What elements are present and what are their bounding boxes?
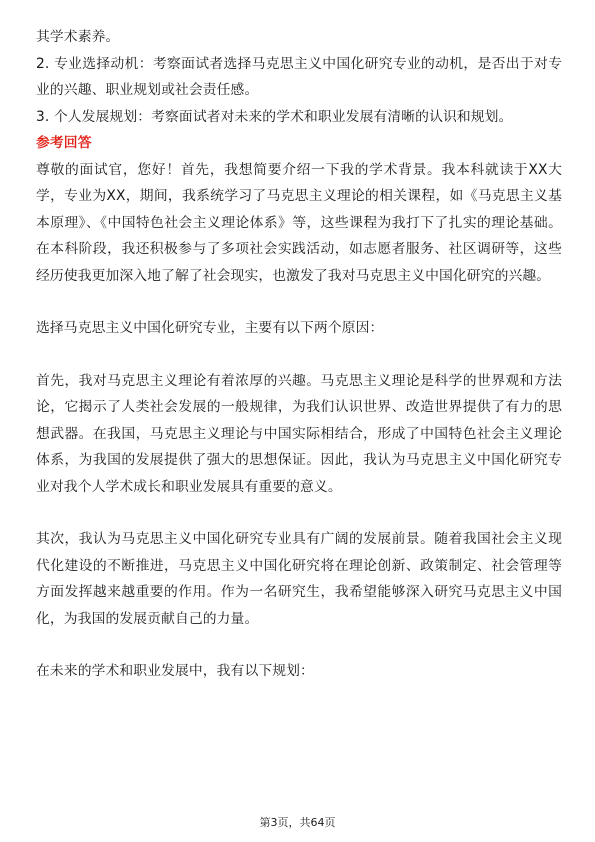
answer-paragraph-interest: 首先，我对马克思主义理论有着浓厚的兴趣。马克思主义理论是科学的世界观和方法论，它揭示了人类社会发展的一般规律，为我们认识世界、改造世界提供了有力的思想武器。在我国，马克思主义理论与中国实际相结合，形成了中国特色社会主义理论体系，为我国的发展提供了强大的思想保证。因此，我认为马克思主义中国化研究专业对我个人学术成长和职业发展具有重要的意义。 [36, 372, 562, 495]
list-item-motivation: 2. 专业选择动机：考察面试者选择马克思主义中国化研究专业的动机，是否出于对专业的兴趣、职业规划或社会责任感。 [36, 55, 562, 98]
page-number-footer: 第3页，共64页 [259, 816, 336, 829]
answer-paragraph-prospects: 其次，我认为马克思主义中国化研究专业具有广阔的发展前景。随着我国社会主义现代化建设的不断推进，马克思主义中国化研究将在理论创新、政策制定、社会管理等方面发挥越来越重要的作用。作为一名研究生，我希望能够深入研究马克思主义中国化，为我国的发展贡献自己的力量。 [36, 531, 562, 627]
intro-tail-line: 其学术素养。 [36, 29, 120, 45]
answer-paragraph-plan-intro: 在未来的学术和职业发展中，我有以下规划： [36, 663, 314, 679]
answer-paragraph-reasons-intro: 选择马克思主义中国化研究专业，主要有以下两个原因： [36, 320, 384, 336]
reference-answer-heading: 参考回答 [36, 135, 92, 151]
page-content [36, 24, 562, 685]
list-item-development-plan: 3. 个人发展规划：考察面试者对未来的学术和职业发展有清晰的认识和规划。 [36, 108, 513, 125]
answer-paragraph-background: 尊敬的面试官，您好！首先，我想简要介绍一下我的学术背景。我本科就读于XX大学，专业为XX，期间，我系统学习了马克思主义理论的相关课程，如《马克思主义基本原理》、《中国特色社会主义理论体系》等，这些课程为我打下了扎实的理论基础。在本科阶段，我还积极参与了多项社会实践活动，如志愿者服务、社区调研等，这些经历使我更加深入地了解了社会现实，也激发了我对马克思主义中国化研究的兴趣。 [36, 161, 562, 284]
